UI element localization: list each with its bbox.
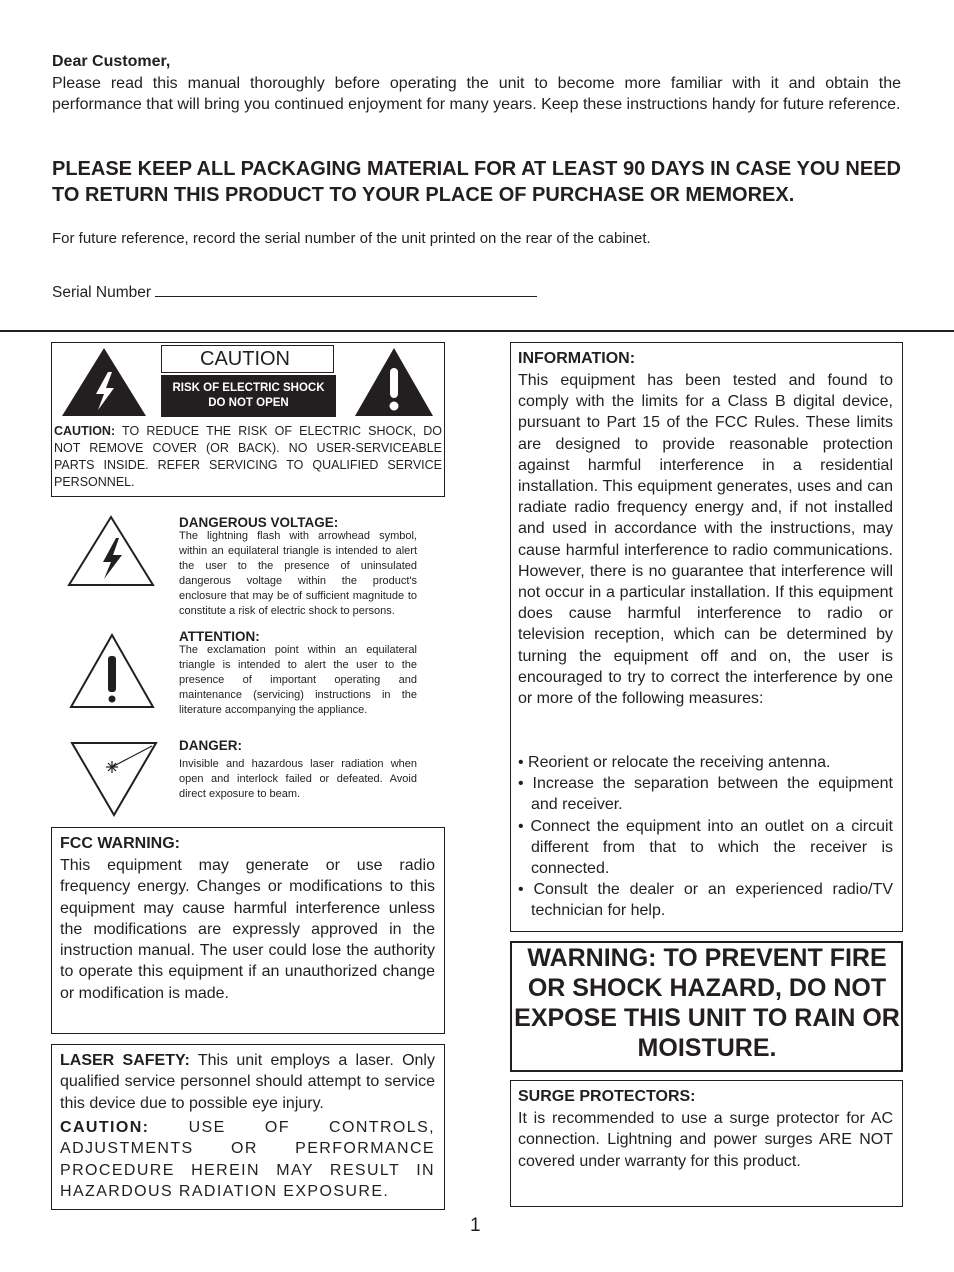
laser-caution-body: USE OF CONTROLS, ADJUSTMENTS OR PERFORMANCE PROCEDURE HEREIN MAY RESULT IN HAZARDOUS RADIATION EXPOSURE. (60, 1119, 435, 1200)
caution-body: TO REDUCE THE RISK OF ELECTRIC SHOCK, DO NOT REMOVE COVER (OR BACK). NO USER-SERVICEABLE PARTS INSIDE. REFER SERVICING TO QUALIFIED SERVICE PERSONNEL. (54, 424, 442, 489)
laser-triangle-icon (70, 740, 158, 818)
caution-text (54, 423, 442, 491)
exclamation-triangle-icon (353, 346, 435, 418)
caution-risk-banner (161, 375, 336, 417)
fcc-warning-text: This equipment may generate or use radio frequency energy. Changes or modifications to this equipment may cause harmful interference unless the modifications are expressly approved in the instruction manual. The user could lose the authority to operate this equipment if an unauthorized change or modification is made. (60, 857, 435, 1002)
laser-safety-lead: LASER SAFETY: (60, 1052, 190, 1069)
lightning-triangle-icon (60, 346, 148, 418)
serial-number-blank (155, 282, 537, 297)
symbol-title-dangerous-voltage: DANGEROUS VOLTAGE: (179, 515, 339, 530)
symbol-title-danger: DANGER: (179, 738, 242, 753)
information-text: This equipment has been tested and found to comply with the limits for a Class B digital device, pursuant to Part 15 of the FCC Rules. These limits are designed to provide reasonable protection against harmful interference in a residential installation. This equipment generates, uses and can radiate radio frequency energy and, if not installed and used in accordance with the instructions, may cause harmful interference to radio communications. However, there is no guarantee that interference will not occur in a particular installation. If this equipment does cause harmful interference to radio or television reception, which can be determined by turning the equipment off and on, the user is encouraged to try to correct the interference by one or more of the following measures: (518, 372, 893, 708)
symbol-desc-dangerous-voltage: The lightning flash with arrowhead symbol, within an equilateral triangle is intended to alert the user to the presence of uninsulated dangerous voltage within the product's enclosure that may be of sufficient magnitude to constitute a risk of electric shock to persons. (179, 530, 417, 617)
symbol-desc-danger: Invisible and hazardous laser radiation when open and interlock failed or defeated. Avoid direct exposure to beam. (179, 758, 417, 800)
fcc-warning-title: FCC WARNING: (60, 835, 180, 852)
laser-safety-body: This unit employs a laser. Only qualified service personnel should attempt to service this device due to possible eye injury. (60, 1052, 435, 1112)
surge-protectors-title: SURGE PROTECTORS: (518, 1088, 696, 1105)
laser-caution-lead: CAUTION: (60, 1119, 150, 1136)
caution-label (161, 345, 336, 417)
greeting: Dear Customer, (52, 53, 171, 70)
exclamation-triangle-icon (68, 632, 156, 710)
warning-text: WARNING: TO PREVENT FIRE OR SHOCK HAZARD, DO NOT EXPOSE THIS UNIT TO RAIN OR MOISTURE. (514, 944, 900, 1062)
serial-note: For future reference, record the serial number of the unit printed on the rear of the cabinet. (52, 230, 651, 247)
packaging-notice: PLEASE KEEP ALL PACKAGING MATERIAL FOR AT LEAST 90 DAYS IN CASE YOU NEED TO RETURN THIS PRODUCT TO YOUR PLACE OF PURCHASE OR MEMOREX. (52, 158, 901, 206)
intro-paragraph: Please read this manual thoroughly before operating the unit to become more familiar with it and obtain the performance that will bring you continued enjoyment for many years. Keep these instructions handy for future reference. (52, 75, 901, 113)
risk-line-2: DO NOT OPEN (208, 397, 289, 409)
caution-title: CAUTION (161, 345, 334, 373)
laser-caution-text (60, 1117, 435, 1202)
symbol-desc-attention: The exclamation point within an equilateral triangle is intended to alert the user to the presence of important operating and maintenance (servicing) instructions in the literature accompanying the appliance. (179, 644, 417, 716)
page-number: 1 (470, 1215, 481, 1236)
caution-lead: CAUTION: (54, 424, 116, 438)
list-item: • Connect the equipment into an outlet on a circuit different from that to which the receiver is connected. (518, 817, 894, 878)
serial-number-line (52, 282, 537, 302)
risk-line-1: RISK OF ELECTRIC SHOCK (172, 382, 325, 394)
lightning-triangle-icon (66, 514, 156, 588)
list-item: • Reorient or relocate the receiving antenna. (518, 754, 831, 771)
information-title: INFORMATION: (518, 350, 636, 367)
list-item: • Consult the dealer or an experienced radio/TV technician for help. (518, 881, 894, 920)
list-item: • Increase the separation between the equipment and receiver. (518, 775, 894, 814)
symbol-title-attention: ATTENTION: (179, 629, 260, 644)
laser-safety-text (60, 1050, 435, 1114)
divider (0, 330, 954, 332)
serial-number-label: Serial Number (52, 284, 152, 301)
surge-protectors-text: It is recommended to use a surge protector for AC connection. Lightning and power surges ARE NOT covered under warranty for this product. (518, 1110, 893, 1170)
measures-list (518, 752, 893, 922)
